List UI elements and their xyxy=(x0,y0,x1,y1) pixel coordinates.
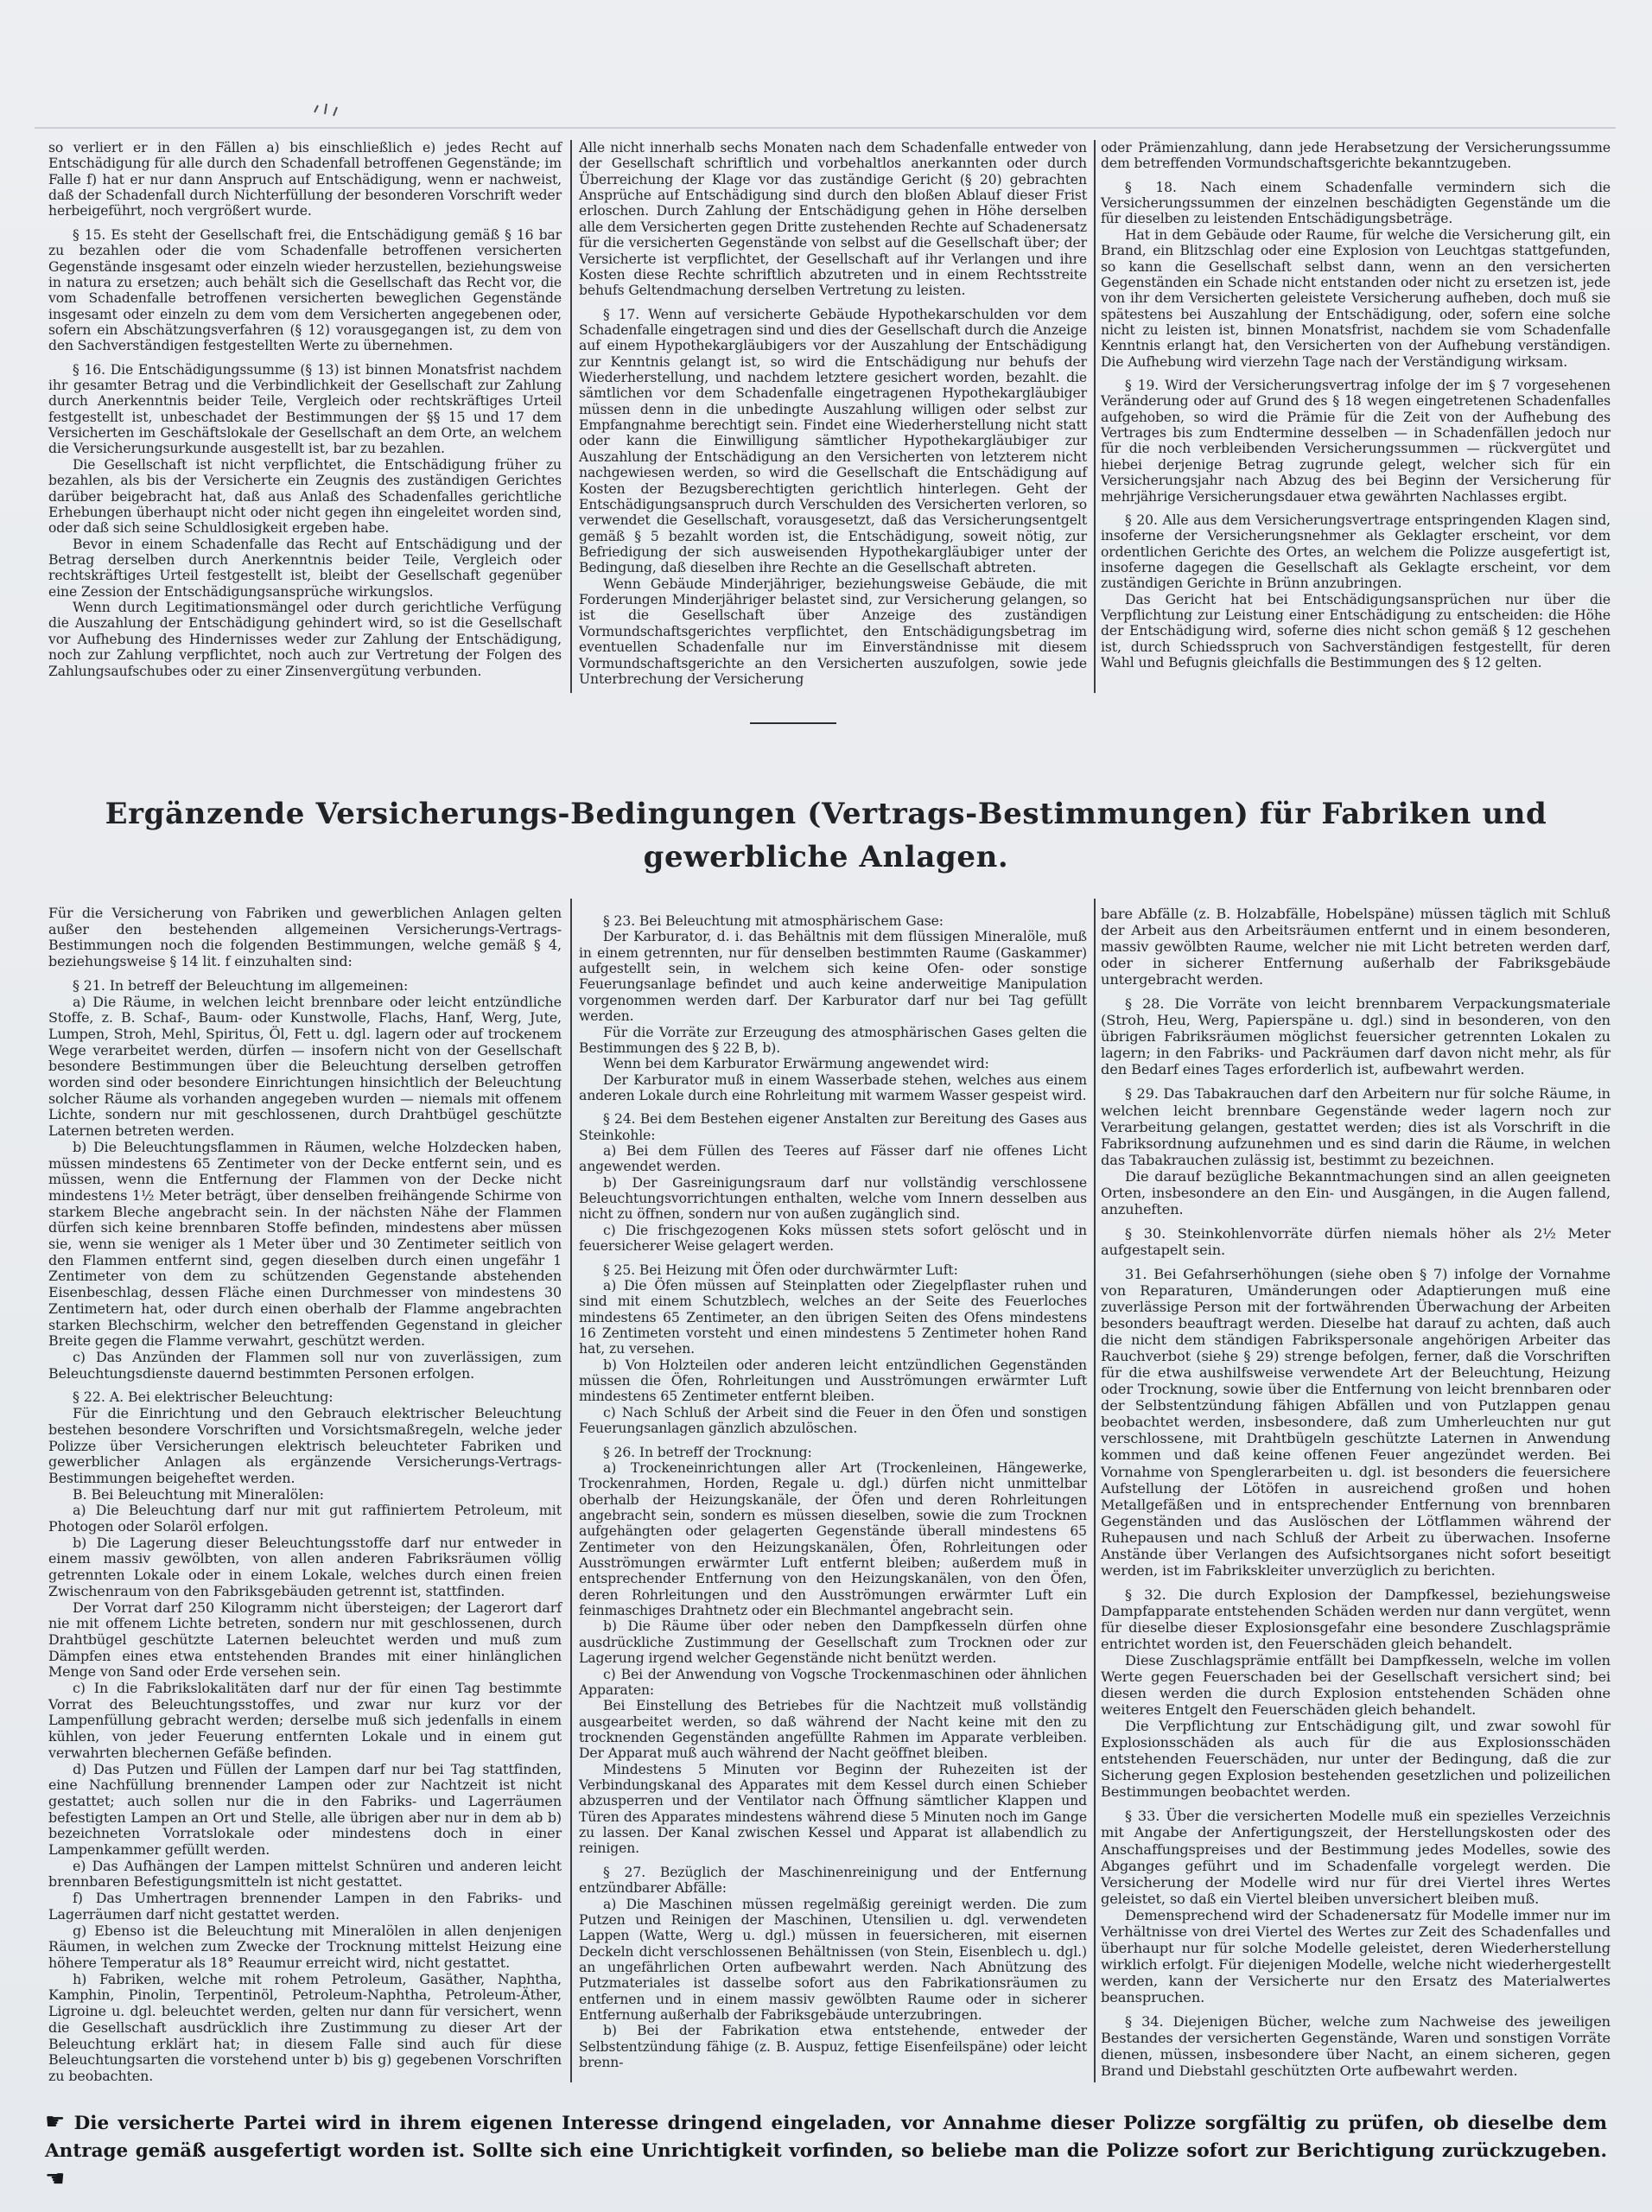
paragraph: a) Trockeneinrichtungen aller Art (Trockenleinen, Hängewerke, Trockenrahmen, Horden, Regale u. dgl.) dürfen nicht unmittelbar oberhalb der Heizungskanäle, der Öfen und deren Rohrleitungen angebracht sein, sondern es müssen dieselben, sowie die zum Trocknen aufgehängten oder gelagerten Gegenstände überall mindestens 65 Zentimeter von den Heizungskanälen, Öfen, Rohrleitungen oder Ausströmungen erwärmter Luft entfernt bleiben; außerdem muß in entsprechender Entfernung von den Heizungskanälen, von den Öfen, deren Rohrleitungen und den Ausströmungen erwärmter Luft ein feinmaschiges Drahtnetz oder ein Blechmantel angebracht sein. xyxy=(579,1459,1087,1619)
paragraph: Der Karburator, d. i. das Behältnis mit dem flüssigen Mineralöle, muß in einem getrennten, nur für denselben bestimmten Raume (Gaskammer) aufgestellt sein, in welchem sich keine Ofen- oder sonstige Feuerungsanlage befindet und auch keine anderweitige Manipulation vorgenommen werden darf. Der Karburator darf nur bei Tag gefüllt werden. xyxy=(579,929,1087,1025)
top-rule xyxy=(35,127,1616,129)
paragraph: g) Ebenso ist die Beleuchtung mit Mineralölen in allen denjenigen Räumen, in welchen zum Zwecke der Trocknung mittelst Heizung eine höhere Temperatur als 18° Reaumur erreicht wird, nicht gestattet. xyxy=(48,1922,562,1971)
paragraph: Das Gericht hat bei Entschädigungsansprüchen nur über die Verpflichtung zur Leistung einer Entschädigung zu entscheiden: die Höhe der Entschädigung wird, soferne dies nicht schon gemäß § 12 geschehen ist, durch Schiedsspruch von Sachverständigen festgestellt, für deren Wahl und Befugnis gleichfalls die Bestimmungen des § 12 gelten. xyxy=(1101,591,1611,671)
lower-column-1 xyxy=(48,906,562,2085)
paragraph: B. Bei Beleuchtung mit Mineralölen: xyxy=(73,1485,324,1503)
paragraph: c) Nach Schluß der Arbeit sind die Feuer in den Öfen und sonstigen Feuerungsanlagen gänzlich abzulöschen. xyxy=(579,1404,1087,1437)
paragraph: b) Die Lagerung dieser Beleuchtungsstoffe darf nur entweder in einem massiv gewölbten, von allen anderen Fabriksräumen völlig getrennten Lokale oder in einem Lokale, welches durch einen freien Zwischenraum von den Fabriksgebäuden getrennt ist, stattfinden. xyxy=(48,1534,562,1599)
paragraph: b) Von Holzteilen oder anderen leicht entzündlichen Gegenständen müssen die Öfen, Rohrleitungen und Ausströmungen erwärmter Luft mindestens 65 Zentimeter entfernt bleiben. xyxy=(579,1357,1087,1405)
paragraph: h) Fabriken, welche mit rohem Petroleum, Gasäther, Naphtha, Kamphin, Pinolin, Terpentinöl, Petroleum-Naphtha, Petroleum-Äther, Ligroine u. dgl. beleuchtet werden, gelten nur dann für versichert, wenn die Gesellschaft ausdrücklich ihre Zustimmung zu dieser Art der Beleuchtung erklärt hat; in diesem Falle sind auch für diese Beleuchtungsarten die vorstehend unter b) bis g) gegebenen Vorschriften zu beobachten. xyxy=(48,1970,562,2084)
paragraph: § 33. Über die versicherten Modelle muß ein spezielles Verzeichnis mit Angabe der Anfertigungszeit, der Herstellungskosten oder des Anschaffungspreises und der Bestimmung jedes Modelles, sowie des Abganges geführt und im Schadenfalle vorgelegt werden. Die Versicherung der Modelle wird nur für drei Viertel ihres Wertes geleistet, so daß ein Viertel bleiben unversichert bleiben muß. xyxy=(1101,1808,1611,1907)
paragraph: Wenn durch Legitimationsmängel oder durch gerichtliche Verfügung die Auszahlung der Entschädigung gehindert wird, so ist die Gesellschaft vor Aufhebung des Hindernisses weder zur Zahlung der Entschädigung, noch zur Zahlung verpflichtet, noch auch zur Vertretung der Folgen des Zahlungsaufschubes oder zu einer Zinsenvergütung verbunden. xyxy=(48,600,562,679)
paragraph: § 27. Bezüglich der Maschinenreinigung und der Entfernung entzündbarer Abfälle: xyxy=(579,1864,1087,1897)
paragraph: Hat in dem Gebäude oder Raume, für welche die Versicherung gilt, ein Brand, ein Blitzschlag oder eine Explosion von Leuchtgas stattgefunden, so kann die Gesellschaft selbst dann, wenn an den versicherten Gegenständen ein Schade nicht entstanden oder nicht zu ersetzen ist, jede von ihr dem Versicherten geleistete Versicherung aufheben, doch muß sie spätestens bei Auszahlung der Entschädigung, oder, sofern eine solche nicht zu leisten ist, binnen Monatsfrist, nachdem sie vom Schadenfalle Kenntnis erlangt hat, den Versicherten von der Aufhebung verständigen. Die Aufhebung wird vierzehn Tage nach der Verständigung wirksam. xyxy=(1101,226,1611,370)
paragraph: a) Die Räume, in welchen leicht brennbare oder leicht entzündliche Stoffe, z. B. Schaf-, Baum- oder Kunstwolle, Flachs, Hanf, Werg, Jute, Lumpen, Stroh, Mehl, Spiritus, Öl, Fett u. dgl. lagern oder auf trockenem Wege verarbeitet werden, dürfen — insofern nicht von der Gesellschaft besondere Bestimmungen über die Beleuchtung derselben getroffen worden sind oder besondere Einrichtungen hinsichtlich der Beleuchtung solcher Räume als vorhanden angegeben wurden — niemals mit offenem Lichte, sondern nur mit geschlossenen, durch Drahtbügel geschützte Laternen betreten werden. xyxy=(48,993,562,1140)
paragraph: Bei Einstellung des Betriebes für die Nachtzeit muß vollständig ausgearbeitet werden, so daß während der Nacht keine mit den zu trocknenden Gegenständen angefüllte Rahmen im Apparate verbleiben. Der Apparat muß auch während der Nacht geöffnet bleiben. xyxy=(579,1698,1087,1762)
paragraph: § 20. Alle aus dem Versicherungsvertrage entspringenden Klagen sind, insoferne der Versicherungsnehmer als Geklagter erscheint, vor dem ordentlichen Gerichte des Ortes, an welchem die Polizze ausgefertigt ist, insoferne dagegen die Gesellschaft als Geklagte erscheint, vor dem zuständigen Gerichte in Brünn anzubringen. xyxy=(1101,512,1611,592)
column-rule xyxy=(1094,140,1096,693)
section-heading-line-2: gewerbliche Anlagen. xyxy=(643,840,1009,874)
section-heading-line-1: Ergänzende Versicherungs-Bedingungen (Vertrags-Bestimmungen) für Fabriken und xyxy=(105,797,1547,831)
pointing-hand-icon: ☛ xyxy=(45,2109,66,2135)
paragraph: a) Bei dem Füllen des Teeres auf Fässer darf nie offenes Licht angewendet werden. xyxy=(579,1143,1087,1175)
paragraph: bare Abfälle (z. B. Holzabfälle, Hobelspäne) müssen täglich mit Schluß der Arbeit aus den Arbeitsräumen entfernt und in einem besonderen, massiv gewölbten Raume, welcher nie mit Licht betreten werden darf, oder in sicherer Entfernung außerhalb der Fabriksgebäude untergebracht werden. xyxy=(1101,906,1611,988)
lower-column-2 xyxy=(579,906,1087,2071)
paragraph: c) Das Anzünden der Flammen soll nur von zuverlässigen, zum Beleuchtungsdienste dauernd bestimmten Personen erfolgen. xyxy=(48,1348,562,1382)
paragraph: § 25. Bei Heizung mit Öfen oder durchwärmter Luft: xyxy=(603,1262,958,1278)
paragraph: § 16. Die Entschädigungssumme (§ 13) ist binnen Monatsfrist nachdem ihr gesamter Betrag und die Verbindlichkeit der Gesellschaft zur Zahlung durch Anerkenntnis beider Teile, Vergleich oder rechtskräftiges Urteil festgestellt ist, unbeschadet der Bestimmungen der §§ 15 und 17 dem Versicherten im Geschäftslokale der Gesellschaft an dem Orte, an welchem die Versicherungsurkunde ausgestellt ist, bar zu bezahlen. xyxy=(48,361,562,457)
pen-marks xyxy=(311,95,346,121)
paragraph: § 19. Wird der Versicherungsvertrag infolge der im § 7 vorgesehenen Veränderung oder auf Grund des § 18 wegen eingetretenen Schadenfalles aufgehoben, so wird die Prämie für die Zeit von der Aufhebung des Vertrages bis zum Endtermine desselben — in Schadenfällen jedoch nur für die noch verbleibenden Versicherungssummen — rückvergütet und hiebei derjenige Betrag zugrunde gelegt, welcher sich für ein Versicherungsjahr nach Abzug des bei Beginn der Versicherung für mehrjährige Versicherungsdauer etwa gewährten Nachlasses ergibt. xyxy=(1101,378,1611,505)
paragraph: Der Vorrat darf 250 Kilogramm nicht übersteigen; der Lagerort darf nie mit offenem Lichte betreten, sondern nur mit geschlossenen, durch Drahtbügel geschützte Laternen beleuchtet werden und muß zum Dämpfen eines etwa entstehenden Brandes mit einer hinlänglichen Menge von Sand oder Erde versehen sein. xyxy=(48,1599,562,1681)
paragraph: c) Bei der Anwendung von Vogsche Trockenmaschinen oder ähnlichen Apparaten: xyxy=(579,1666,1087,1698)
paragraph: Mindestens 5 Minuten vor Beginn der Ruhezeiten ist der Verbindungskanal des Apparates mit dem Kessel durch einen Schieber abzusperren und der Ventilator nach Öffnung sämtlicher Klappen und Türen des Apparates mindestens während diese 5 Minuten noch im Gange zu lassen. Der Kanal zwischen Kessel und Apparat ist allabendlich zu reinigen. xyxy=(579,1761,1087,1857)
paragraph: Wenn bei dem Karburator Erwärmung angewendet wird: xyxy=(603,1056,989,1072)
paragraph: a) Die Öfen müssen auf Steinplatten oder Ziegelpflaster ruhen und sind mit einem Schutzblech, welches an der Seite des Feuerloches mindestens 65 Zentimeter, an den übrigen Seiten des Ofens mindestens 16 Zentimeten vorsteht und einen mindestens 5 Zentimeter hohen Rand hat, zu versehen. xyxy=(579,1277,1087,1357)
paragraph: Die Verpflichtung zur Entschädigung gilt, und zwar sowohl für Explosionsschäden als auch für die aus Explosionsschäden entstehenden Feuerschäden, nur unter der Bedingung, daß die zur Sicherung gegen Explosion bestehenden gesetzlichen und polizeilichen Bestimmungen beobachtet werden. xyxy=(1101,1718,1611,1801)
paragraph: b) Die Räume über oder neben den Dampfkesseln dürfen ohne ausdrückliche Zustimmung der Gesellschaft zum Trocknen oder zur Lagerung irgend welcher Gegenstände nicht benützt werden. xyxy=(579,1618,1087,1667)
paragraph: Alle nicht innerhalb sechs Monaten nach dem Schadenfalle entweder von der Gesellschaft schriftlich und vorbehaltlos anerkannten oder durch Überreichung der Klage vor das zuständige Gericht (§ 20) gebrachten Ansprüche auf Entschädigung sind durch den bloßen Ablauf dieser Frist erloschen. Durch Zahlung der Entschädigung gehen in Höhe derselben alle dem Versicherten gegen Dritte zustehenden Rechte auf Schadenersatz für die versicherten Gegenstände von selbst auf die Gesellschaft über; der Versicherte ist verpflichtet, der Gesellschaft auf ihr Verlangen und ihre Kosten diese Rechte schriftlich abzutreten und in einem Rechtsstreite behufs Geltendmachung derselben Vertretung zu leisten. xyxy=(579,140,1087,299)
paragraph: Die Gesellschaft ist nicht verpflichtet, die Entschädigung früher zu bezahlen, als bis der Versicherte ein Zeugnis des zuständigen Gerichtes darüber beigebracht hat, daß aus Anlaß des Schadenfalles gerichtliche Erhebungen überhaupt nicht oder nicht gegen ihn eingeleitet worden sind, oder daß sich seine Schuldlosigkeit ergeben habe. xyxy=(48,456,562,537)
paragraph: § 15. Es steht der Gesellschaft frei, die Entschädigung gemäß § 16 bar zu bezahlen oder die vom Schadenfalle betroffenen versicherten Gegenstände insgesamt oder einzeln wieder herzustellen, beziehungsweise in natura zu ersetzen; auch behält sich die Gesellschaft das Recht vor, die vom Schadenfalle betroffenen versicherten beweglichen Gegenstände insgesamt oder einzeln zu dem vom dem Versicherten angegebenen oder, sofern ein Abschätzungsverfahren (§ 12) vorausgegangen ist, zu dem von den Sachverständigen festgestellten Werte zu übernehmen. xyxy=(48,226,562,354)
footer-text: Die versicherte Partei wird in ihrem eigenen Interesse dringend eingeladen, vor Annahme dieser Polizze sorgfältig zu prüfen, ob dieselbe dem Antrage gemäß ausgefertigt worden ist. Sollte sich eine Unrichtigkeit vorfinden, so beliebe man die Polizze sofort zur Berichtigung zurückzugeben. xyxy=(45,2113,1607,2162)
paragraph: e) Das Aufhängen der Lampen mittelst Schnüren und anderen leicht brennbaren Befestigungsmitteln ist nicht gestattet. xyxy=(48,1857,562,1891)
column-rule xyxy=(1094,899,1096,2082)
paragraph: § 32. Die durch Explosion der Dampfkessel, beziehungsweise Dampfapparate entstehenden Schäden werden nur dann vergütet, wenn für dieselbe dieser Explosionsgefahr eine besondere Zuschlagsprämie entrichtet worden ist, den Feuerschäden gleich behandelt. xyxy=(1101,1586,1611,1652)
lower-column-3 xyxy=(1101,906,1611,2079)
top-column-1 xyxy=(48,140,562,679)
paragraph: § 29. Das Tabakrauchen darf den Arbeitern nur für solche Räume, in welchen leicht brennbare Gegenstände weder lagern noch zur Verarbeitung gelangen, gestattet werden; dies ist als Vorschrift in die Fabriksordnung aufzunehmen und es sind darin die Räume, in welchen das Tabakrauchen zulässig ist, bestimmt zu bezeichnen. xyxy=(1101,1085,1611,1168)
paragraph: b) Die Beleuchtungsflammen in Räumen, welche Holzdecken haben, müssen mindestens 65 Zentimeter von der Decke entfernt sein, und es müssen, wenn die Entfernung der Flammen von der Decke nicht mindestens 1½ Meter beträgt, über denselben freihängende Schirme von starkem Bleche angebracht sein. In der nächsten Nähe der Flammen dürfen sich keine brennbaren Stoffe befinden, mindestens aber müssen sie, wenn sie weniger als 1 Meter über und 30 Zentimeter seitlich von den Flammen entfernt sind, gegen dieselben durch einen ungefähr 1 Zentimeter von dem zu schützenden Gegenstande abstehenden Eisenbeschlag, dessen Fläche einen Durchmesser von mindestens 30 Zentimetern hat, oder durch einen oberhalb der Flamme angebrachten starken Blechschirm, welcher den betreffenden Gegenstand in gleicher Breite gegen die Flamme verwahrt, geschützt werden. xyxy=(48,1138,562,1350)
paragraph: § 34. Diejenigen Bücher, welche zum Nachweise des jeweiligen Bestandes der versicherten Gegenstände, Waren und sonstigen Vorräte dienen, müssen, insbesondere über Nacht, an einem sicheren, gegen Brand und Diebstahl geschützten Orte aufbewahrt werden. xyxy=(1101,2013,1611,2080)
paragraph: oder Prämienzahlung, dann jede Herabsetzung der Versicherungssumme dem betreffenden Vormundschaftsgerichte bekanntzugeben. xyxy=(1101,140,1611,172)
footer-notice xyxy=(45,2108,1607,2195)
paragraph: § 26. In betreff der Trocknung: xyxy=(603,1444,812,1460)
paragraph: § 21. In betreff der Beleuchtung im allgemeinen: xyxy=(73,976,409,994)
paragraph: f) Das Umhertragen brennender Lampen in den Fabriks- und Lagerräumen darf nicht gestattet werden. xyxy=(48,1890,562,1923)
paragraph: b) Bei der Fabrikation etwa entstehende, entweder der Selbstentzündung fähige (z. B. Auspuz, fettige Eisenfeilspäne) oder leicht brenn- xyxy=(579,2023,1087,2071)
paragraph: § 18. Nach einem Schadenfalle vermindern sich die Versicherungssummen der einzelnen beschädigten Gegenstände um die für dieselben zu leistenden Entschädigungsbeträge. xyxy=(1101,179,1611,227)
paragraph: § 30. Steinkohlenvorräte dürfen niemals höher als 2½ Meter aufgestapelt sein. xyxy=(1101,1224,1611,1258)
paragraph: d) Das Putzen und Füllen der Lampen darf nur bei Tag stattfinden, eine Nachfüllung brennender Lampen oder zur Nachtzeit ist nicht gestattet; auch sollen nur die in den Fabriks- und Lagerräumen befestigten Lampen an Ort und Stelle, alle übrigen aber nur in dem ab b) bezeichneten Vorratslokale oder mindestens doch in einer Lampenkammer gefüllt werden. xyxy=(48,1760,562,1859)
paragraph: Für die Vorräte zur Erzeugung des atmosphärischen Gases gelten die Bestimmungen des § 22 B, b). xyxy=(579,1024,1087,1056)
paragraph: Der Karburator muß in einem Wasserbade stehen, welches aus einem anderen Lokale durch eine Rohrleitung mit warmem Wasser gespeist wird. xyxy=(579,1071,1087,1103)
paragraph: Demensprechend wird der Schadenersatz für Modelle immer nur im Verhältnisse von drei Viertel des Wertes zur Zeit des Schadenfalles und überhaupt nur für solche Modelle geleistet, deren Wiederherstellung wirklich erfolgt. Für diejenigen Modelle, welche nicht wiederhergestellt werden, kann der Versicherte nur den Ersatz des Materialwertes beanspruchen. xyxy=(1101,1906,1611,2005)
paragraph: Für die Versicherung von Fabriken und gewerblichen Anlagen gelten außer den bestehenden allgemeinen Versicherungs-Vertrags-Bestimmungen noch die folgenden Bestimmungen, welche gemäß § 4, beziehungsweise § 14 lit. f einzuhalten sind: xyxy=(48,905,562,970)
paragraph: c) In die Fabrikslokalitäten darf nur der für einen Tag bestimmte Vorrat des Beleuchtungsstoffes, und zwar nur kurz vor der Lampenfüllung gebracht werden; derselbe muß sich jedenfalls in einem kühlen, von jeder Feuerung entfernten Lokale und in einem gut verwahrten blechernen Gefäße befinden. xyxy=(48,1680,562,1761)
paragraph: Die darauf bezügliche Bekanntmachungen sind an allen geeigneten Orten, insbesondere an den Ein- und Ausgängen, in die Augen fallend, anzuheften. xyxy=(1101,1167,1611,1217)
paragraph: § 23. Bei Beleuchtung mit atmosphärischem Gase: xyxy=(603,913,944,929)
pointing-hand-icon: ☚ xyxy=(45,2166,66,2192)
paragraph: § 17. Wenn auf versicherte Gebäude Hypothekarschulden vor dem Schadenfalle eingetragen sind und dies der Gesellschaft durch die Anzeige auf einem Hypothekargläubigers vor der Auszahlung der Entschädigung zur Kenntnis gelangt ist, so wird die Entschädigung nur behufs der Wiederherstellung, und nachdem letztere gesichert worden, bezahlt. die sämtlichen vor dem Schadenfalle eingetragenen Hypothekargläubiger müssen denn in die unbedingte Auszahlung willigen oder selbst zur Empfangnahme berechtigt sein. Findet eine Wiederherstellung nicht statt oder kann die Einwilligung sämtlicher Hypothekargläubiger zur Auszahlung der Entschädigung an den Versicherten von letzterem nicht nachgewiesen werden, so wird die Gesellschaft die Entschädigung auf Kosten der Bezugsberechtigten gerichtlich hinterlegen. Geht der Entschädigungsanspruch durch Verschulden des Versicherten verloren, so verwendet die Gesellschaft, vorausgesetzt, daß das Versicherungsentgelt gemäß § 5 bezahlt worden ist, die Entschädigung, soweit nötig, zur Befriedigung der sich ausweisenden Hypothekargläubiger unter der Bedingung, daß dieselben ihre Rechte an die Gesellschaft abtreten. xyxy=(579,306,1087,576)
paragraph: Wenn Gebäude Minderjähriger, beziehungsweise Gebäude, die mit Forderungen Minderjähriger belastet sind, zur Versicherung gelangen, so ist die Gesellschaft über Anzeige des zuständigen Vormundschaftsgerichtes verpflichtet, den Entschädigungsbetrag im eventuellen Schadenfalle nur im Einverständnisse mit diesem Vormundschaftsgerichte an den Versicherten auszufolgen, sowie jede Unterbrechung der Versicherung xyxy=(579,575,1087,687)
paragraph: Diese Zuschlagsprämie entfällt bei Dampfkesseln, welche im vollen Werte gegen Feuerschaden bei der Gesellschaft versichert sind; bei diesen werden die durch Explosion entstehenden Schäden ohne weiteres Entgelt den Feuerschäden gleich behandelt. xyxy=(1101,1652,1611,1719)
top-column-3 xyxy=(1101,140,1611,671)
column-rule xyxy=(570,140,572,693)
paragraph: Für die Einrichtung und den Gebrauch elektrischer Beleuchtung bestehen besondere Vorschriften und Vorsichtsmaßregeln, welche jeder Polizze über Versicherungen elektrisch beleuchteter Fabriken und gewerblicher Anlagen als ergänzende Versicherungs-Vertrags-Bestimmungen beigeheftet werden. xyxy=(48,1405,562,1486)
paragraph: a) Die Maschinen müssen regelmäßig gereinigt werden. Die zum Putzen und Reinigen der Maschinen, Utensilien u. dgl. verwendeten Lappen (Watte, Werg u. dgl.) müssen in feuersicheren, mit eisernen Deckeln dicht verschlossenen Behältnissen (von Stein, Eisenblech u. dgl.) an ungefährlichen Orten aufbewahrt werden. Nach Abnützung des Putzmateriales ist dasselbe sofort aus den Fabrikationsräumen zu entfernen und in einem massiv gewölbten Raume oder in sicherer Entfernung außerhalb der Fabriksgebäude unterzubringen. xyxy=(579,1896,1087,2024)
column-rule xyxy=(570,899,572,2082)
paragraph: § 28. Die Vorräte von leicht brennbarem Verpackungsmateriale (Stroh, Heu, Werg, Papierspäne u. dgl.) sind in besonderen, von den übrigen Fabriksräumen möglichst feuersicher getrennten Lokalen zu lagern; in den Fabriks- und Packräumen darf davon nicht mehr, als für den Bedarf eines Tages erforderlich ist, aufbewahrt werden. xyxy=(1101,995,1611,1078)
paragraph: so verliert er in den Fällen a) bis einschließlich e) jedes Recht auf Entschädigung für alle durch den Schadenfall betroffenen Gegenstände; im Falle f) hat er nur dann Anspruch auf Entschädigung, wenn er nachweist, daß der Schadenfall durch Nichterfüllung der besonderen Vorschrift weder herbeigeführt, noch vergrößert wurde. xyxy=(48,140,562,219)
paragraph: Bevor in einem Schadenfalle das Recht auf Entschädigung und der Betrag derselben durch Anerkenntnis beider Teile, Vergleich oder rechtskräftiges Urteil festgestellt ist, bleibt der Gesellschaft gegenüber eine Zession der Entschädigungsansprüche wirkungslos. xyxy=(48,536,562,600)
paragraph: b) Der Gasreinigungsraum darf nur vollständig verschlossene Beleuchtungsvorrichtungen enthalten, welche vom Innern desselben aus nicht zu öffnen, sondern nur von außen zugänglich sind. xyxy=(579,1174,1087,1223)
top-column-2 xyxy=(579,140,1087,687)
paragraph: c) Die frischgezogenen Koks müssen stets sofort gelöscht und in feuersicherer Weise gelagert werden. xyxy=(579,1222,1087,1255)
paragraph: 31. Bei Gefahrserhöhungen (siehe oben § 7) infolge der Vornahme von Reparaturen, Umänderungen oder Adaptierungen muß eine zuverlässige Person mit der fortwährenden Überwachung der Arbeiten besonders beauftragt werden. Dieselbe hat darauf zu achten, daß auch die nicht dem ständigen Fabrikspersonale angehörigen Arbeiter das Rauchverbot (siehe § 29) strenge befolgen, ferner, daß die Vorschriften für die etwa aushilfsweise verwendete Art der Beleuchtung, Heizung oder Trocknung, sowie über die Entfernung von leicht brennbaren oder der Selbstentzündung fähigen Abfällen und von Putzlappen genau beobachtet werden, insbesondere, daß zum Umherleuchten nur gut verschlossene, mit Drahtbügeln geschützte Laternen in Anwendung kommen und daß keine offenen Feuer angezündet werden. Bei Vornahme von Spenglerarbeiten u. dgl. ist besonders die feuersichere Aufstellung der Lötöfen in ausreichend großen und hohen Metallgefäßen und in entsprechender Entfernung von brennbaren Gegenständen und das Auslöschen der Lötflammen während der Ruhepausen und nach Schluß der Arbeit zu überwachen. Insoferne Anstände über Verlangen des Aufsichtsorganes nicht sofort beseitigt werden, ist im Fabrikskleiter unverzüglich zu berichten. xyxy=(1101,1265,1611,1579)
paragraph: § 22. A. Bei elektrischer Beleuchtung: xyxy=(73,1389,334,1406)
section-divider xyxy=(750,722,836,724)
paragraph: § 24. Bei dem Bestehen eigener Anstalten zur Bereitung des Gases aus Steinkohle: xyxy=(579,1111,1087,1143)
paragraph: a) Die Beleuchtung darf nur mit gut raffiniertem Petroleum, mit Photogen oder Solaröl erfolgen. xyxy=(48,1502,562,1535)
